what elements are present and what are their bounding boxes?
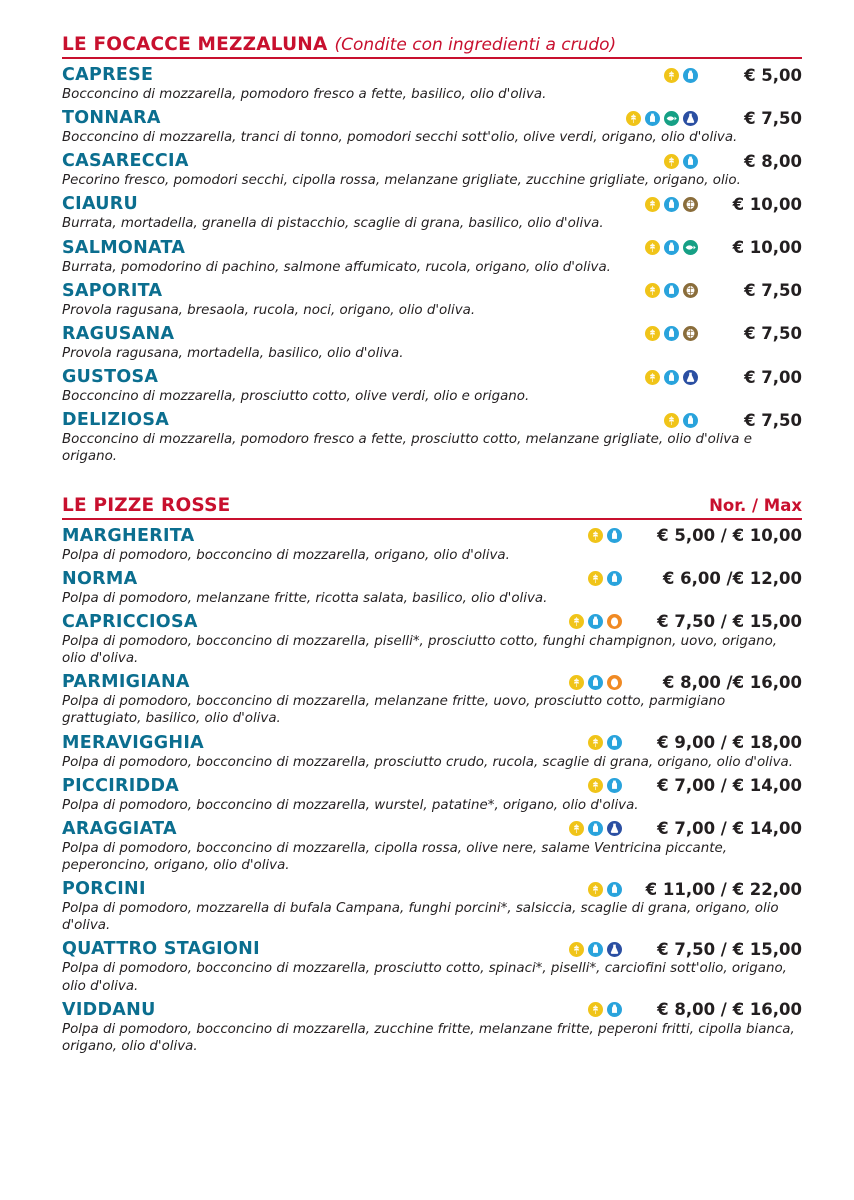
menu-item-name: CASARECCIA	[62, 151, 189, 172]
menu-item-row	[62, 937, 802, 961]
menu-item-price: € 10,00	[732, 238, 802, 258]
menu-item-price: € 9,00 / € 18,00	[657, 733, 802, 752]
menu-item-list	[62, 63, 802, 466]
milk-icon	[683, 68, 698, 83]
menu-item-price: € 7,50 / € 15,00	[657, 612, 802, 632]
fish-icon	[664, 111, 679, 126]
nuts-icon	[683, 326, 698, 341]
menu-item-name: PORCINI	[62, 879, 146, 900]
allergen-icon-group	[588, 778, 622, 793]
wheat-icon	[569, 675, 584, 690]
menu-item-row	[62, 236, 802, 260]
menu-item-name: SALMONATA	[62, 237, 186, 258]
menu-item-row	[62, 192, 802, 216]
wheat-icon	[645, 197, 660, 212]
menu-item	[62, 322, 802, 362]
menu-item-row	[62, 998, 802, 1022]
menu-item-description: Bocconcino di mozzarella, pomodoro fresco a fette, basilico, olio d'oliva.	[62, 87, 547, 102]
menu-item-name: VIDDANU	[62, 999, 156, 1020]
menu-item-name: ARAGGIATA	[62, 818, 177, 839]
sulphite-icon	[607, 821, 622, 836]
wheat-icon	[588, 778, 603, 793]
allergen-icon-group	[664, 68, 698, 83]
menu-item-price: € 7,00 / € 14,00	[657, 776, 802, 796]
menu-item-price: € 6,00 /€ 12,00	[662, 569, 802, 589]
nuts-icon	[683, 197, 698, 212]
menu-item-row	[62, 774, 802, 798]
menu-item	[62, 731, 802, 771]
menu-item-description: Burrata, mortadella, granella di pistacchio, scaglie di grana, basilico, olio d'oliva.	[62, 216, 604, 232]
menu-item	[62, 877, 802, 934]
menu-item-row	[62, 279, 802, 303]
wheat-icon	[664, 68, 679, 83]
menu-item-description: Polpa di pomodoro, bocconcino di mozzarella, prosciutto cotto, spinaci*, piselli*, carciofini sott'olio, origano, olio d'oliva.	[62, 961, 787, 994]
section-header	[62, 495, 802, 520]
section-header	[62, 34, 802, 59]
menu-section	[62, 495, 802, 1056]
allergen-icon-group	[588, 1002, 622, 1017]
menu-item-list	[62, 524, 802, 1056]
allergen-icon-group	[626, 111, 698, 126]
menu-item-price: € 7,50	[744, 108, 802, 128]
wheat-icon	[569, 614, 584, 629]
menu-item-price: € 5,00	[744, 65, 802, 85]
menu-item-price: € 7,00	[744, 367, 802, 387]
menu-item	[62, 279, 802, 319]
allergen-icon-group	[588, 735, 622, 750]
menu-item	[62, 567, 802, 607]
menu-item-description: Bocconcino di mozzarella, tranci di tonno, pomodori secchi sott'olio, olive verdi, origano, olio d'oliva.	[62, 130, 738, 146]
menu-item	[62, 670, 802, 727]
menu-item-description: Polpa di pomodoro, bocconcino di mozzarella, piselli*, prosciutto cotto, funghi champignon, uovo, origano, olio d'oliva.	[62, 633, 778, 667]
section-header-left	[62, 495, 230, 516]
menu-item-description: Provola ragusana, mortadella, basilico, olio d'oliva.	[62, 345, 404, 361]
milk-icon	[588, 821, 603, 836]
milk-icon	[588, 614, 603, 629]
menu-item-description: Polpa di pomodoro, bocconcino di mozzarella, cipolla rossa, olive nere, salame Ventricina piccante, peperoncino, origano, olio d'oliva.	[62, 840, 727, 873]
menu-item-name: CIAURU	[62, 194, 139, 215]
menu-item-name: QUATTRO STAGIONI	[62, 939, 260, 960]
wheat-icon	[588, 571, 603, 586]
menu-item-price: € 7,50	[744, 324, 802, 344]
menu-item-row	[62, 610, 802, 634]
allergen-icon-group	[645, 197, 698, 212]
section-subtitle: (Condite con ingredienti a crudo)	[334, 35, 617, 55]
wheat-icon	[588, 882, 603, 897]
milk-icon	[664, 197, 679, 212]
egg-icon	[607, 675, 622, 690]
menu-item	[62, 106, 802, 146]
menu-item-name: RAGUSANA	[62, 323, 175, 344]
menu-item-price: € 7,00 / € 14,00	[657, 819, 802, 839]
menu-item-price: € 8,00 /€ 16,00	[662, 672, 802, 692]
menu-item-price: € 7,50	[744, 410, 802, 430]
wheat-icon	[569, 942, 584, 957]
allergen-icon-group	[569, 821, 622, 836]
menu-item-row	[62, 524, 802, 548]
menu-item-name: TONNARA	[62, 108, 161, 129]
milk-icon	[607, 571, 622, 586]
menu-item-description: Polpa di pomodoro, bocconcino di mozzarella, prosciutto crudo, rucola, scaglie di grana, origano, olio d'oliva.	[62, 754, 793, 770]
menu-content	[62, 34, 802, 1058]
menu-item	[62, 524, 802, 564]
wheat-icon	[664, 413, 679, 428]
menu-item-price: € 7,50 / € 15,00	[657, 939, 802, 959]
menu-item-name: MARGHERITA	[62, 525, 195, 546]
allergen-icon-group	[645, 326, 698, 341]
egg-icon	[607, 614, 622, 629]
section-spacer	[62, 469, 802, 495]
sulphite-icon	[683, 370, 698, 385]
menu-item	[62, 774, 802, 814]
menu-item-name: SAPORITA	[62, 280, 163, 301]
menu-item-row	[62, 149, 802, 173]
wheat-icon	[588, 528, 603, 543]
wheat-icon	[645, 370, 660, 385]
wheat-icon	[626, 111, 641, 126]
allergen-icon-group	[664, 154, 698, 169]
menu-item-price: € 8,00 / € 16,00	[657, 1000, 802, 1020]
milk-icon	[664, 283, 679, 298]
wheat-icon	[588, 1002, 603, 1017]
wheat-icon	[664, 154, 679, 169]
fish-icon	[683, 240, 698, 255]
menu-item-description: Bocconcino di mozzarella, pomodoro fresco a fette, prosciutto cotto, melanzane grigliate, olio d'oliva e origano.	[62, 432, 752, 465]
allergen-icon-group	[645, 240, 698, 255]
menu-item-row	[62, 817, 802, 841]
menu-item	[62, 998, 802, 1055]
menu-item-name: MERAVIGGHIA	[62, 732, 204, 753]
menu-item-description: Pecorino fresco, pomodori secchi, cipolla rossa, melanzane grigliate, zucchine grigliate, origano, olio.	[62, 173, 741, 189]
wheat-icon	[588, 735, 603, 750]
menu-item	[62, 149, 802, 189]
section-header-left	[62, 34, 616, 55]
menu-item-description: Polpa di pomodoro, bocconcino di mozzarella, melanzane fritte, uovo, prosciutto cotto, parmigiano grattugiato, basilico, olio d'oliva.	[62, 694, 726, 727]
menu-item-description: Polpa di pomodoro, mozzarella di bufala Campana, funghi porcini*, salsiccia, scaglie di grana, origano, olio d'oliva.	[62, 901, 779, 934]
menu-item-description: Polpa di pomodoro, bocconcino di mozzarella, wurstel, patatine*, origano, olio d'oliva.	[62, 797, 639, 813]
milk-icon	[683, 413, 698, 428]
allergen-icon-group	[569, 614, 622, 629]
milk-icon	[645, 111, 660, 126]
menu-item	[62, 817, 802, 874]
menu-item-price: € 5,00 / € 10,00	[657, 526, 802, 546]
menu-item	[62, 236, 802, 276]
menu-item	[62, 937, 802, 994]
milk-icon	[607, 1002, 622, 1017]
section-title: LE FOCACCE MEZZALUNA	[62, 34, 328, 55]
milk-icon	[664, 326, 679, 341]
menu-item-description: Burrata, pomodorino di pachino, salmone affumicato, rucola, origano, olio d'oliva.	[62, 259, 611, 275]
allergen-icon-group	[569, 942, 622, 957]
menu-item-row	[62, 567, 802, 591]
milk-icon	[607, 735, 622, 750]
wheat-icon	[645, 283, 660, 298]
menu-item	[62, 192, 802, 232]
menu-item-name: PARMIGIANA	[62, 672, 190, 693]
sulphite-icon	[683, 111, 698, 126]
allergen-icon-group	[588, 528, 622, 543]
menu-item-name: CAPRESE	[62, 65, 154, 85]
menu-item-row	[62, 408, 802, 432]
menu-item-row	[62, 365, 802, 389]
menu-item-row	[62, 106, 802, 130]
menu-item-description: Bocconcino di mozzarella, prosciutto cotto, olive verdi, olio e origano.	[62, 389, 530, 405]
milk-icon	[607, 528, 622, 543]
sulphite-icon	[607, 942, 622, 957]
milk-icon	[607, 778, 622, 793]
menu-item	[62, 63, 802, 103]
wheat-icon	[645, 326, 660, 341]
milk-icon	[588, 942, 603, 957]
milk-icon	[588, 675, 603, 690]
milk-icon	[664, 240, 679, 255]
menu-item-name: GUSTOSA	[62, 367, 159, 388]
menu-item-row	[62, 731, 802, 755]
menu-item-name: PICCIRIDDA	[62, 775, 180, 796]
allergen-icon-group	[645, 370, 698, 385]
milk-icon	[683, 154, 698, 169]
menu-item-row	[62, 63, 802, 87]
allergen-icon-group	[645, 283, 698, 298]
menu-item-name: CAPRICCIOSA	[62, 611, 198, 632]
section-title: LE PIZZE ROSSE	[62, 494, 231, 516]
menu-item-price: € 7,50	[744, 281, 802, 301]
menu-item-name: NORMA	[62, 568, 138, 589]
menu-item	[62, 610, 802, 667]
wheat-icon	[645, 240, 660, 255]
menu-item-price: € 11,00 / € 22,00	[645, 879, 802, 899]
menu-item-row	[62, 670, 802, 694]
menu-item-row	[62, 877, 802, 901]
menu-item-price: € 10,00	[732, 194, 802, 214]
menu-item-row	[62, 322, 802, 346]
menu-item-description: Polpa di pomodoro, bocconcino di mozzarella, zucchine fritte, melanzane fritte, peperoni fritti, cipolla bianca, origano, olio d'oliva.	[62, 1021, 795, 1054]
menu-item-name: DELIZIOSA	[62, 410, 170, 431]
menu-item-price: € 8,00	[744, 151, 802, 171]
menu-item-description: Polpa di pomodoro, melanzane fritte, ricotta salata, basilico, olio d'oliva.	[62, 590, 548, 606]
menu-item	[62, 365, 802, 405]
menu-item-description: Provola ragusana, bresaola, rucola, noci, origano, olio d'oliva.	[62, 302, 476, 318]
allergen-icon-group	[588, 882, 622, 897]
wheat-icon	[569, 821, 584, 836]
allergen-icon-group	[664, 413, 698, 428]
allergen-icon-group	[569, 675, 622, 690]
section-price-columns-label: Nor. / Max	[709, 495, 802, 515]
menu-item	[62, 408, 802, 465]
allergen-icon-group	[588, 571, 622, 586]
milk-icon	[607, 882, 622, 897]
menu-item-description: Polpa di pomodoro, bocconcino di mozzarella, origano, olio d'oliva.	[62, 547, 510, 563]
menu-section	[62, 34, 802, 466]
nuts-icon	[683, 283, 698, 298]
milk-icon	[664, 370, 679, 385]
